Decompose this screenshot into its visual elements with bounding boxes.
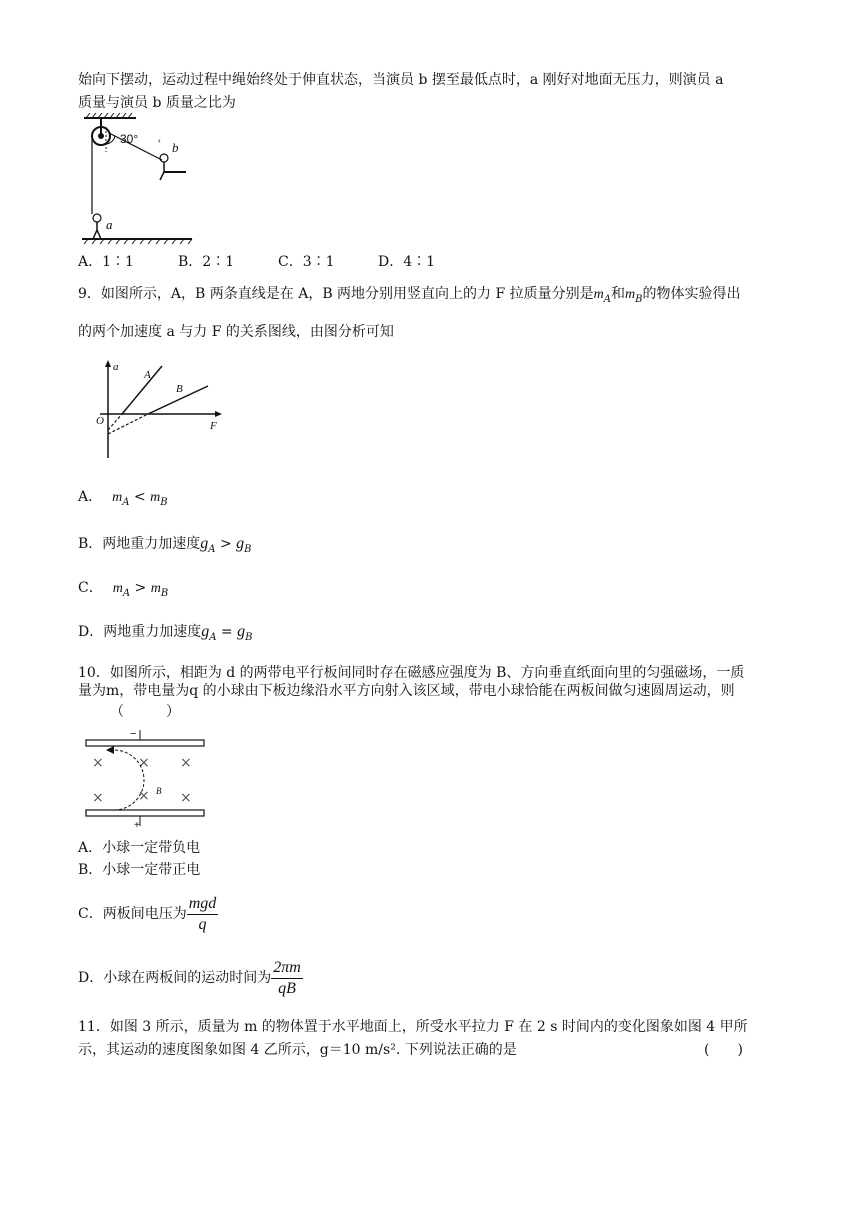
- plus-sign: +: [134, 820, 140, 830]
- axis-a-label: a: [113, 361, 119, 373]
- svg-text:×: ×: [92, 790, 104, 806]
- label-a: a: [106, 217, 113, 232]
- q9-option-b[interactable]: B．两地重力加速度$g_A > g_B$: [78, 535, 252, 555]
- q8-pulley-figure: [80, 112, 200, 246]
- q10-option-a[interactable]: A．小球一定带负电: [78, 840, 201, 856]
- q11-answer-bracket: ( ): [704, 1042, 743, 1058]
- q11-text-line2: 示，其运动的速度图象如图 4 乙所示，g＝10 m/s². 下列说法正确的是: [78, 1042, 517, 1058]
- svg-text:×: ×: [138, 755, 150, 771]
- svg-text:×: ×: [92, 755, 104, 771]
- line-b-label: B: [176, 383, 183, 395]
- q9-option-a[interactable]: A． $m_A < m_B$: [78, 489, 168, 508]
- q10-option-d[interactable]: D．小球在两板间的运动时间为 $\frac{2\pi m}{qB}$: [78, 958, 301, 997]
- svg-text:×: ×: [180, 790, 192, 806]
- q9-option-c[interactable]: C． $m_A > m_B$: [78, 580, 169, 599]
- q8-options: [78, 252, 435, 272]
- q9-option-d[interactable]: D．两地重力加速度$g_A = g_B$: [78, 623, 253, 643]
- line-a-label: A: [144, 369, 151, 381]
- q10-text-line2: 量为m，带电量为q 的小球由下板边缘沿水平方向射入该区域，带电小球恰能在两板间做匀速圆周运动，则: [78, 683, 735, 699]
- q10-text-line1: 10．如图所示，相距为 d 的两带电平行板间同时存在磁感应强度为 B、方向垂直纸面向里的匀强磁场，一质: [78, 665, 745, 681]
- q10-option-c[interactable]: C．两板间电压为 $\frac{\text{mgd}}{q}$: [78, 894, 217, 933]
- minus-sign: −: [130, 728, 137, 740]
- q10-answer-bracket: （ ）: [110, 704, 180, 720]
- q10-option-b[interactable]: B．小球一定带正电: [78, 862, 201, 878]
- field-b-label: B: [156, 786, 162, 796]
- q9-text-line1: 9．如图所示，A，B 两条直线是在 A，B 两地分别用竖直向上的力 F 拉质量分别是$m_A$和$m_B$的物体实验得出: [78, 286, 741, 305]
- q8-option-b[interactable]: B．2∶1: [178, 254, 235, 270]
- svg-text:‹: ‹: [158, 136, 161, 145]
- svg-text:×: ×: [138, 788, 150, 804]
- angle-label: 30°: [120, 132, 139, 146]
- axis-f-label: F: [210, 420, 217, 432]
- q9-text-line2: 的两个加速度 a 与力 F 的关系图线，由图分析可知: [78, 324, 394, 340]
- label-b: b: [172, 140, 179, 155]
- q9-a-f-graph: [96, 358, 226, 462]
- voltage-fraction: $\frac{\text{mgd}}{q}$: [188, 894, 217, 933]
- origin-label: O: [96, 415, 104, 427]
- q8-option-d[interactable]: D．4∶1: [378, 254, 436, 270]
- q8-text-line1: 始向下摆动，运动过程中绳始终处于伸直状态，当演员 b 摆至最低点时，a 刚好对地面无压力，则演员 a: [78, 72, 724, 88]
- q10-capacitor-figure: [84, 726, 208, 830]
- q8-option-c[interactable]: C．3∶1: [278, 254, 335, 270]
- q11-text-line1: 11．如图 3 所示，质量为 m 的物体置于水平地面上，所受水平拉力 F 在 2 s 时间内的变化图象如图 4 甲所: [78, 1019, 748, 1035]
- svg-text:×: ×: [180, 755, 192, 771]
- q8-text-line2: 质量与演员 b 质量之比为: [78, 95, 236, 111]
- time-fraction: $\frac{2\pi m}{qB}$: [273, 958, 301, 997]
- q8-option-a[interactable]: A．1∶1: [78, 254, 134, 270]
